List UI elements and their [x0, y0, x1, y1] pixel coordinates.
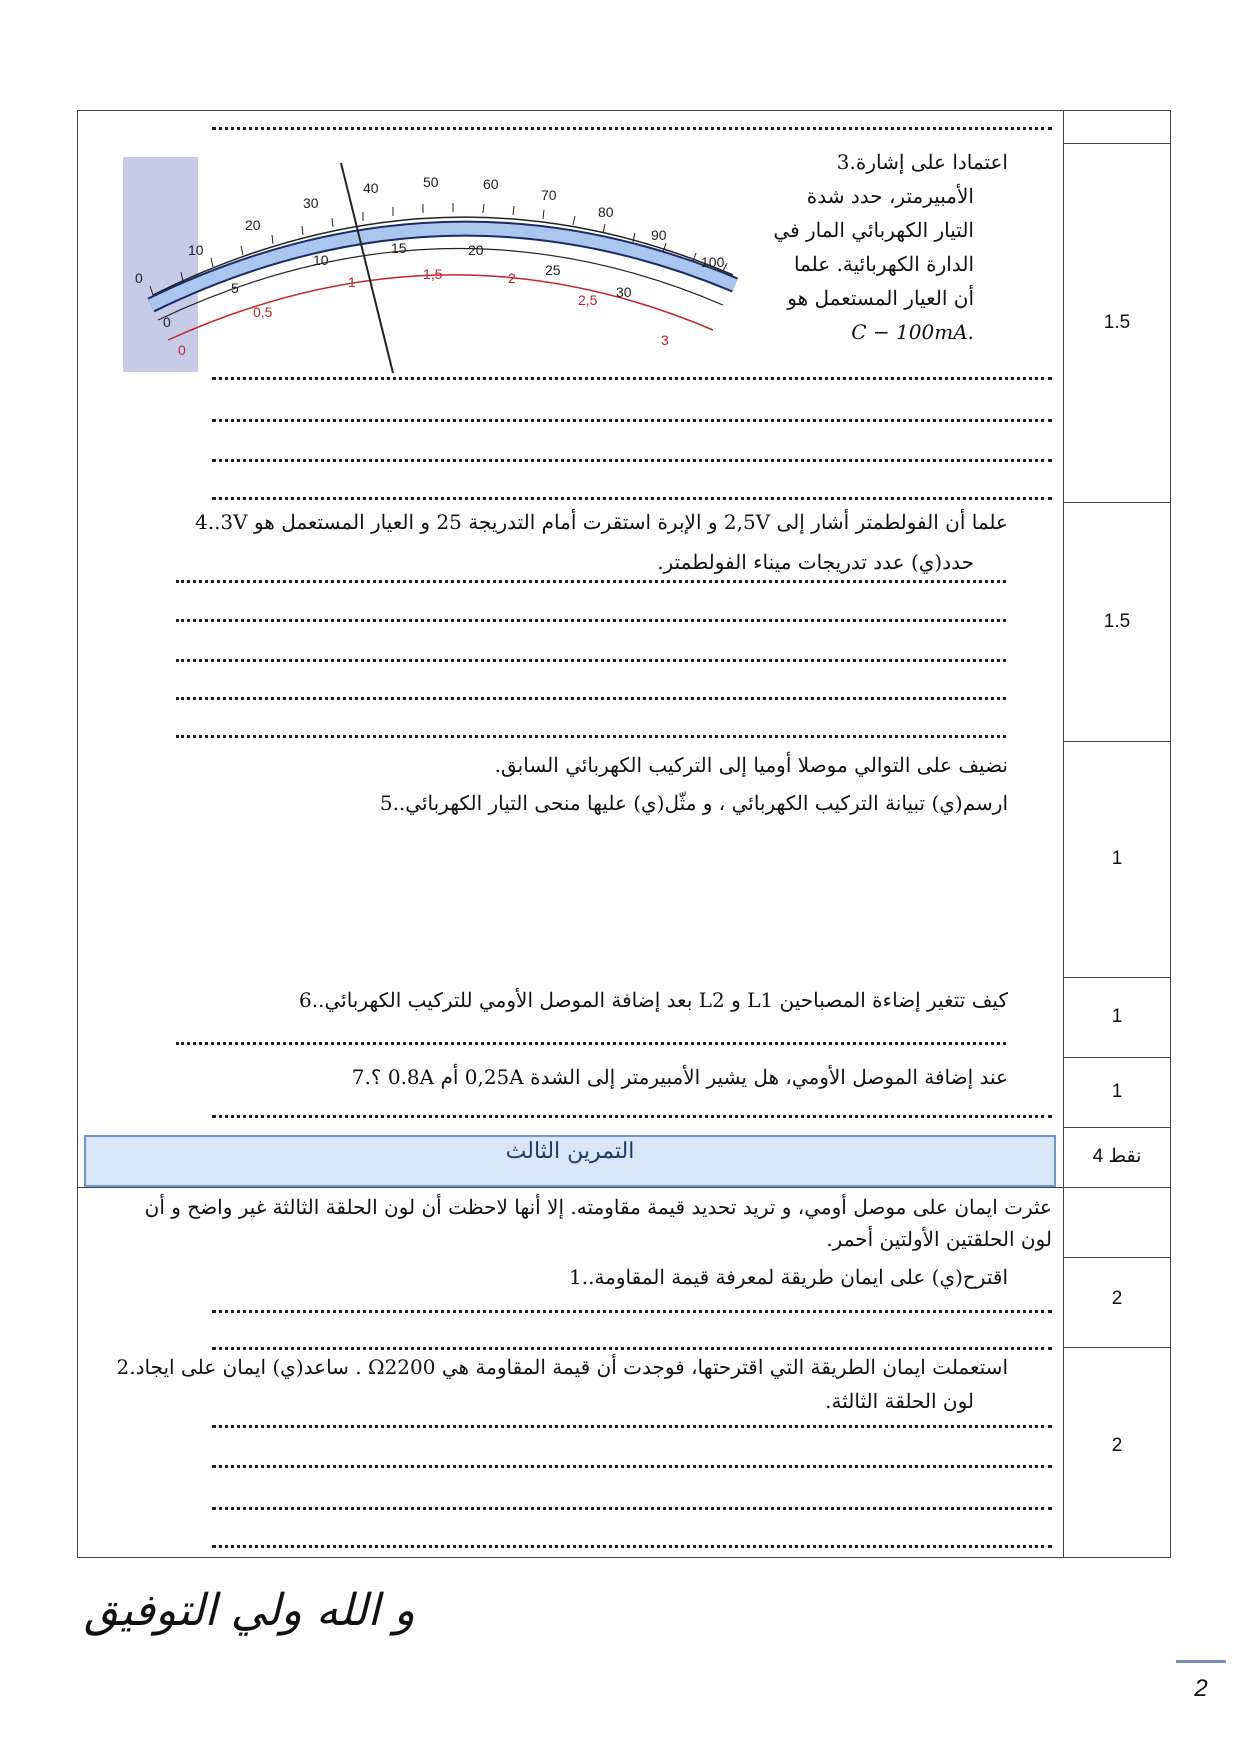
top-label-50: 50 [423, 174, 439, 190]
q3-number: .3 [836, 150, 856, 174]
score-q3: 1.5 [1103, 312, 1131, 333]
answer-line [212, 1108, 1052, 1118]
e3-q1-line [555, 1260, 1008, 1294]
exercise3-separator [77, 1187, 1063, 1188]
closing-phrase: و الله ولي التوفيق [84, 1585, 415, 1636]
score-row-line [1063, 502, 1171, 503]
e3-q2-text: استعملت ايمان الطريقة التي اقترحتها، فوجدت أن قيمة المقاومة هي Ω2200 . ساعد(ي) ايمان على ايجاد [135, 1355, 1008, 1379]
score-q6: 1 [1111, 1006, 1123, 1027]
q5-line [366, 786, 1008, 820]
q3-text [773, 145, 1008, 349]
mid-label-5: 5 [231, 280, 239, 296]
top-label-40: 40 [363, 180, 379, 196]
top-label-60: 60 [483, 176, 499, 192]
answer-line [212, 1418, 1052, 1428]
page-number: 2 [1176, 1660, 1226, 1703]
score-exercise3: 4 نقط [1092, 1146, 1142, 1167]
q4-line-2: حدد(ي) عدد تدريجات ميناء الفولطمتر. [657, 550, 974, 574]
answer-line [176, 612, 1006, 622]
answer-line [176, 1035, 1006, 1045]
answer-line [212, 1458, 1052, 1468]
score-row-line [1063, 1347, 1171, 1348]
q7-text: عند إضافة الموصل الأومي، هل يشير الأمبيرمتر إلى الشدة 0,25A أم 0.8A ؟ [370, 1065, 1008, 1089]
score-q7: 1 [1111, 1081, 1123, 1102]
answer-line [212, 412, 1052, 422]
score-row-line [1063, 143, 1171, 144]
answer-line [212, 1500, 1052, 1510]
score-q5: 1 [1111, 848, 1123, 869]
q3-line-6: .C − 100mA [851, 320, 974, 344]
q3-line-5: أن العيار المستعمل هو [787, 286, 974, 310]
answer-line [176, 573, 1006, 583]
q6-line [285, 983, 1008, 1017]
q6-number: .6 [299, 988, 319, 1012]
top-label-90: 90 [651, 227, 667, 243]
q5-number: .5 [379, 791, 399, 815]
top-label-30: 30 [303, 195, 319, 211]
score-e3-q1: 2 [1111, 1288, 1123, 1309]
mid-label-30: 30 [616, 284, 632, 300]
top-label-0: 0 [135, 270, 143, 286]
q3-line-2: الأمبيرمتر، حدد شدة [806, 184, 974, 208]
mid-label-10: 10 [313, 252, 329, 268]
q3-line-4: الدارة الكهربائية. علما [793, 252, 974, 276]
q7-line [338, 1060, 1008, 1094]
answer-line [212, 370, 1052, 380]
answer-line [176, 728, 1006, 738]
exercise3-intro-2: لون الحلقتين الأولتين أحمر. [826, 1227, 1052, 1251]
mid-label-25: 25 [545, 262, 561, 278]
answer-line [212, 490, 1052, 500]
q5-intro: نضيف على التوالي موصلا أوميا إلى التركيب الكهربائي السابق. [494, 753, 1008, 777]
answer-line [212, 1340, 1052, 1350]
top-label-20: 20 [245, 217, 261, 233]
red-label-1-5: 1,5 [423, 266, 443, 282]
dial-shadow-strip [123, 157, 198, 372]
q4-line-1 [181, 505, 1008, 539]
ammeter-dial-image [123, 155, 763, 375]
answer-line [212, 1538, 1052, 1548]
top-label-70: 70 [541, 187, 557, 203]
red-label-2: 2 [508, 270, 516, 286]
mid-label-20: 20 [468, 242, 484, 258]
q7-number: .7 [351, 1065, 371, 1089]
q4-line-1-text: علما أن الفولطمتر أشار إلى 2,5V و الإبرة استقرت أمام التدريجة 25 و العيار المستعمل هو 3V. [214, 510, 1008, 534]
red-label-2-5: 2,5 [578, 292, 598, 308]
answer-line [212, 120, 1052, 130]
red-label-0: 0 [178, 342, 186, 358]
answer-line [176, 652, 1006, 662]
score-row-line [1063, 741, 1171, 742]
score-e3-q2: 2 [1111, 1435, 1123, 1456]
e3-q1-number: .1 [568, 1265, 589, 1289]
answer-line [212, 1303, 1052, 1313]
q6-text: كيف تتغير إضاءة المصباحين L1 و L2 بعد إضافة الموصل الأومي للتركيب الكهربائي. [318, 988, 1008, 1012]
e3-q1-text: اقترح(ي) على ايمان طريقة لمعرفة قيمة المقاومة. [588, 1265, 1008, 1289]
answer-line [212, 452, 1052, 462]
top-label-100: 100 [701, 254, 725, 270]
mid-label-15: 15 [391, 240, 407, 256]
red-label-3: 3 [661, 332, 669, 348]
q3-line-1: اعتمادا على إشارة [855, 150, 1008, 174]
exercise3-intro-1: عثرت ايمان على موصل أومي، و تريد تحديد قيمة مقاومته. إلا أنها لاحظت أن لون الحلقة الثالثة غير واضح و أن [144, 1195, 1052, 1219]
e3-q2-line-2: لون الحلقة الثالثة. [825, 1389, 974, 1413]
exercise3-title: التمرين الثالث [84, 1135, 1056, 1187]
score-row-line [1063, 1187, 1171, 1188]
red-label-0-5: 0,5 [253, 304, 273, 320]
score-row-line [1063, 1127, 1171, 1128]
top-label-80: 80 [598, 204, 614, 220]
q5-text: ارسم(ي) تبيانة التركيب الكهربائي ، و مثّل(ي) عليها منحى التيار الكهربائي. [398, 791, 1008, 815]
score-row-line [1063, 977, 1171, 978]
red-label-1: 1 [348, 274, 356, 290]
score-q4: 1.5 [1103, 611, 1131, 632]
q3-line-3: التيار الكهربائي المار في [773, 218, 974, 242]
top-label-10: 10 [188, 242, 204, 258]
mid-label-0: 0 [163, 314, 171, 330]
score-row-line [1063, 1057, 1171, 1058]
score-row-line [1063, 1257, 1171, 1258]
e3-q2-number: .2 [116, 1355, 136, 1379]
q4-number: .4 [194, 510, 215, 534]
answer-line [176, 690, 1006, 700]
e3-q2-line [102, 1350, 1008, 1384]
